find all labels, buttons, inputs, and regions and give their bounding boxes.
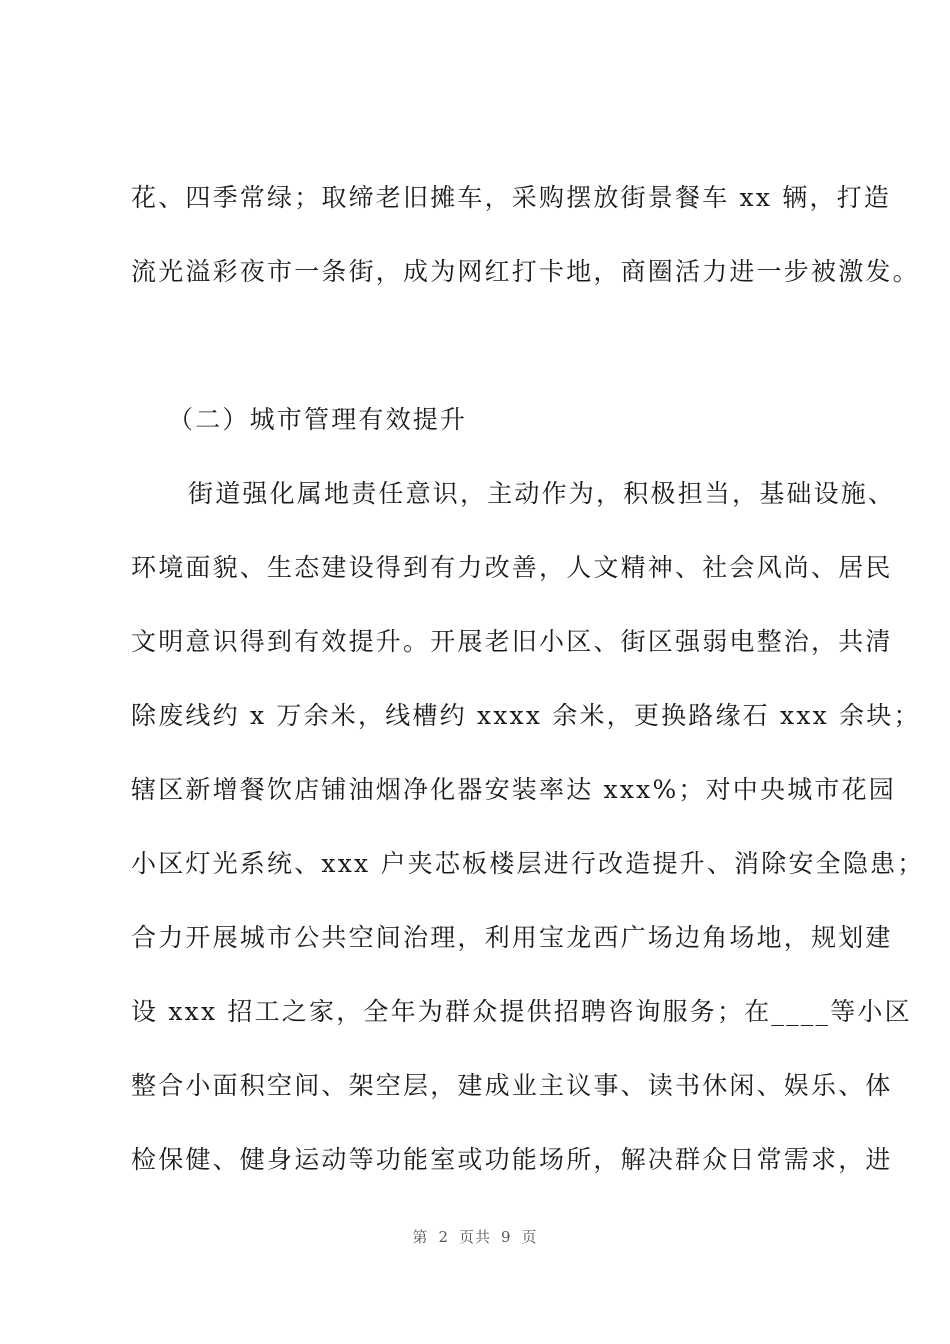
paragraph-line: 辖区新增餐饮店铺油烟净化器安装率达 xxx%；对中央城市花园 — [131, 775, 897, 804]
paragraph-line: 合力开展城市公共空间治理，利用宝龙西广场边角场地，规划建 — [131, 923, 893, 952]
paragraph-line: 文明意识得到有效提升。开展老旧小区、街区强弱电整治，共清 — [131, 627, 893, 656]
paragraph-line: 除废线约 x 万余米，线槽约 xxxx 余米，更换路缘石 xxx 余块； — [131, 701, 921, 730]
footer-middle: 页共 — [458, 1228, 491, 1246]
paragraph-line: 环境面貌、生态建设得到有力改善，人文精神、社会风尚、居民 — [131, 553, 893, 582]
footer-page-number: 2 — [438, 1228, 449, 1246]
section-heading: （二）城市管理有效提升 — [168, 405, 468, 434]
paragraph-line: 街道强化属地责任意识，主动作为，积极担当，基础设施、 — [188, 479, 896, 508]
footer-prefix: 第 — [412, 1228, 429, 1246]
paragraph-line: 花、四季常绿；取缔老旧摊车，采购摆放街景餐车 xx 辆，打造 — [131, 183, 892, 212]
paragraph-line: 设 xxx 招工之家，全年为群众提供招聘咨询服务；在____等小区 — [131, 997, 912, 1026]
footer-suffix: 页 — [521, 1228, 538, 1246]
footer-total-pages: 9 — [501, 1228, 512, 1246]
paragraph-line: 整合小面积空间、架空层，建成业主议事、读书休闲、娱乐、体 — [131, 1071, 893, 1100]
paragraph-line: 流光溢彩夜市一条街，成为网红打卡地，商圈活力进一步被激发。 — [131, 257, 920, 286]
page-footer — [0, 1226, 950, 1247]
paragraph-line: 检保健、健身运动等功能室或功能场所，解决群众日常需求，进 — [131, 1145, 893, 1174]
paragraph-line: 小区灯光系统、xxx 户夹芯板楼层进行改造提升、消除安全隐患； — [131, 849, 925, 878]
